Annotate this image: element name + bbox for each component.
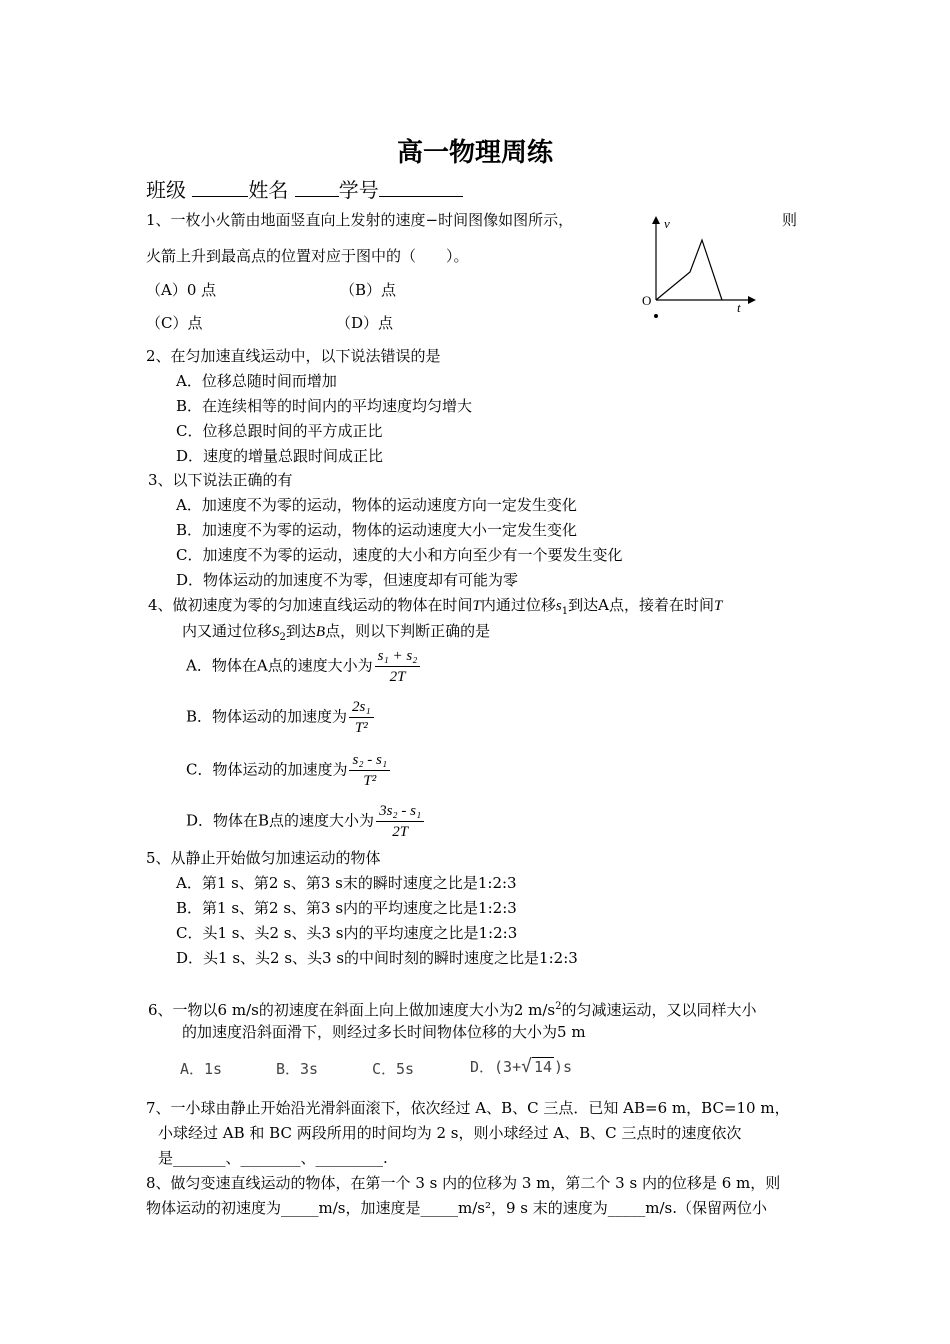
- q5-stem: 5、从静止开始做匀加速运动的物体: [146, 849, 381, 867]
- q6-line2: 的加速度沿斜面滑下，则经过多长时间物体位移的大小为5 m: [182, 1023, 586, 1041]
- name-label: 姓名: [248, 178, 289, 202]
- q1-option-b: （B）点: [340, 281, 397, 299]
- q3-stem: 3、以下说法正确的有: [148, 471, 293, 489]
- v-axis-arrow: [652, 216, 660, 224]
- id-label: 学号: [338, 178, 379, 202]
- q7-line3: 是_______、________、_________.: [158, 1149, 388, 1167]
- q4-option-c: C．物体运动的加速度为 $\frac{\text{s₂ - s₁}}{\text{T²}}$: [186, 750, 390, 791]
- formula-c: $\frac{\text{s₂ - s₁}}{\text{T²}}$: [349, 750, 390, 791]
- q3-option-a: A．加速度不为零的运动，物体的运动速度方向一定发生变化: [176, 496, 577, 514]
- q1-option-d: （D）点: [336, 314, 394, 332]
- q1-line1: 1、一枚小火箭由地面竖直向上发射的速度−时间图像如图所示，: [146, 211, 574, 229]
- q1-option-c: （C）点: [146, 314, 203, 332]
- q8-line1: 8、做匀变速直线运动的物体，在第一个 3 s 内的位移为 3 m，第二个 3 s 内的位移是 6 m，则: [146, 1174, 781, 1192]
- origin-dot: [654, 314, 658, 318]
- t-axis-label: t: [737, 300, 741, 315]
- q8-line2: 物体运动的初速度为_____m/s，加速度是_____m/s²，9 s 末的速度为_____m/s.（保留两位小: [146, 1199, 767, 1217]
- page-title: 高一物理周练: [396, 138, 553, 168]
- q2-option-b: B．在连续相等的时间内的平均速度均匀增大: [176, 397, 473, 415]
- t-axis-arrow: [748, 296, 756, 304]
- class-blank[interactable]: [192, 178, 248, 197]
- q6-option-b: B．3s: [276, 1060, 319, 1078]
- velocity-curve: [656, 240, 722, 300]
- q3-option-b: B．加速度不为零的运动，物体的运动速度大小一定发生变化: [176, 521, 578, 539]
- q4-stem-line1: 4、做初速度为零的匀加速直线运动的物体在时间T内通过位移$s_1$到达A点，接着在时间T: [148, 596, 723, 617]
- q6-option-c: C．5s: [372, 1060, 415, 1078]
- formula-b: $\frac{\text{2s₁}}{\text{T²}}$: [349, 697, 374, 738]
- q1-then: 则: [782, 211, 798, 229]
- class-label: 班级: [146, 178, 186, 202]
- id-blank[interactable]: [379, 178, 463, 197]
- q1-line2: 火箭上升到最高点的位置对应于图中的（ ）。: [146, 247, 469, 265]
- q7-line1: 7、一小球由静止开始沿光滑斜面滚下，依次经过 A、B、C 三点．已知 AB=6 m，BC=10 m，: [146, 1099, 790, 1117]
- q2-option-d: D．速度的增量总跟时间成正比: [176, 447, 384, 465]
- q4-option-d: D．物体在B点的速度大小为 $\frac{\text{3s₂ - s₁}}{2T}$: [186, 801, 424, 842]
- q4-stem-line2: 内又通过位移$S_2$到达B点，则以下判断正确的是: [182, 622, 491, 643]
- q5-option-a: A．第1 s、第2 s、第3 s末的瞬时速度之比是1:2:3: [176, 874, 517, 892]
- q2-option-c: C．位移总跟时间的平方成正比: [176, 422, 383, 440]
- formula-d: $\frac{\text{3s₂ - s₁}}{2T}$: [376, 801, 424, 842]
- q7-line2: 小球经过 AB 和 BC 两段所用的时间均为 2 s，则小球经过 A、B、C 三点时的速度依次: [158, 1124, 742, 1142]
- q5-option-d: D．头1 s、头2 s、头3 s的中间时刻的瞬时速度之比是1:2:3: [176, 949, 578, 967]
- formula-a: $\frac{\text{s₁ + s₂}}{2T}$: [375, 646, 421, 687]
- time-symbol: T: [472, 598, 481, 614]
- q1-option-a: （A）0 点: [146, 281, 217, 299]
- name-blank[interactable]: [295, 178, 339, 197]
- q2-option-a: A．位移总随时间而增加: [176, 372, 337, 390]
- q6-option-d: D．(3+√ 14 )s: [470, 1056, 573, 1077]
- q1-vt-graph: [636, 208, 756, 326]
- q4-option-b: B．物体运动的加速度为 $\frac{\text{2s₁}}{\text{T²}}$: [186, 697, 374, 738]
- q6-line1: 6、一物以6 m/s的初速度在斜面上向上做加速度大小为2 $m/s^2$的匀减速运动，又以同样大小: [148, 1001, 757, 1019]
- student-info-header: [146, 174, 463, 203]
- q3-option-d: D．物体运动的加速度不为零，但速度却有可能为零: [176, 571, 519, 589]
- q5-option-c: C．头1 s、头2 s、头3 s内的平均速度之比是1:2:3: [176, 924, 518, 942]
- q4-option-a: A．物体在A点的速度大小为 $\frac{\text{s₁ + s₂}}{2T}$: [186, 646, 420, 687]
- q6-option-a: A．1s: [180, 1060, 223, 1078]
- q3-option-c: C．加速度不为零的运动，速度的大小和方向至少有一个要发生变化: [176, 546, 623, 564]
- q2-stem: 2、在匀加速直线运动中，以下说法错误的是: [146, 347, 441, 365]
- origin-label: O: [642, 293, 652, 308]
- q5-option-b: B．第1 s、第2 s、第3 s内的平均速度之比是1:2:3: [176, 899, 517, 917]
- v-axis-label: v: [664, 216, 670, 231]
